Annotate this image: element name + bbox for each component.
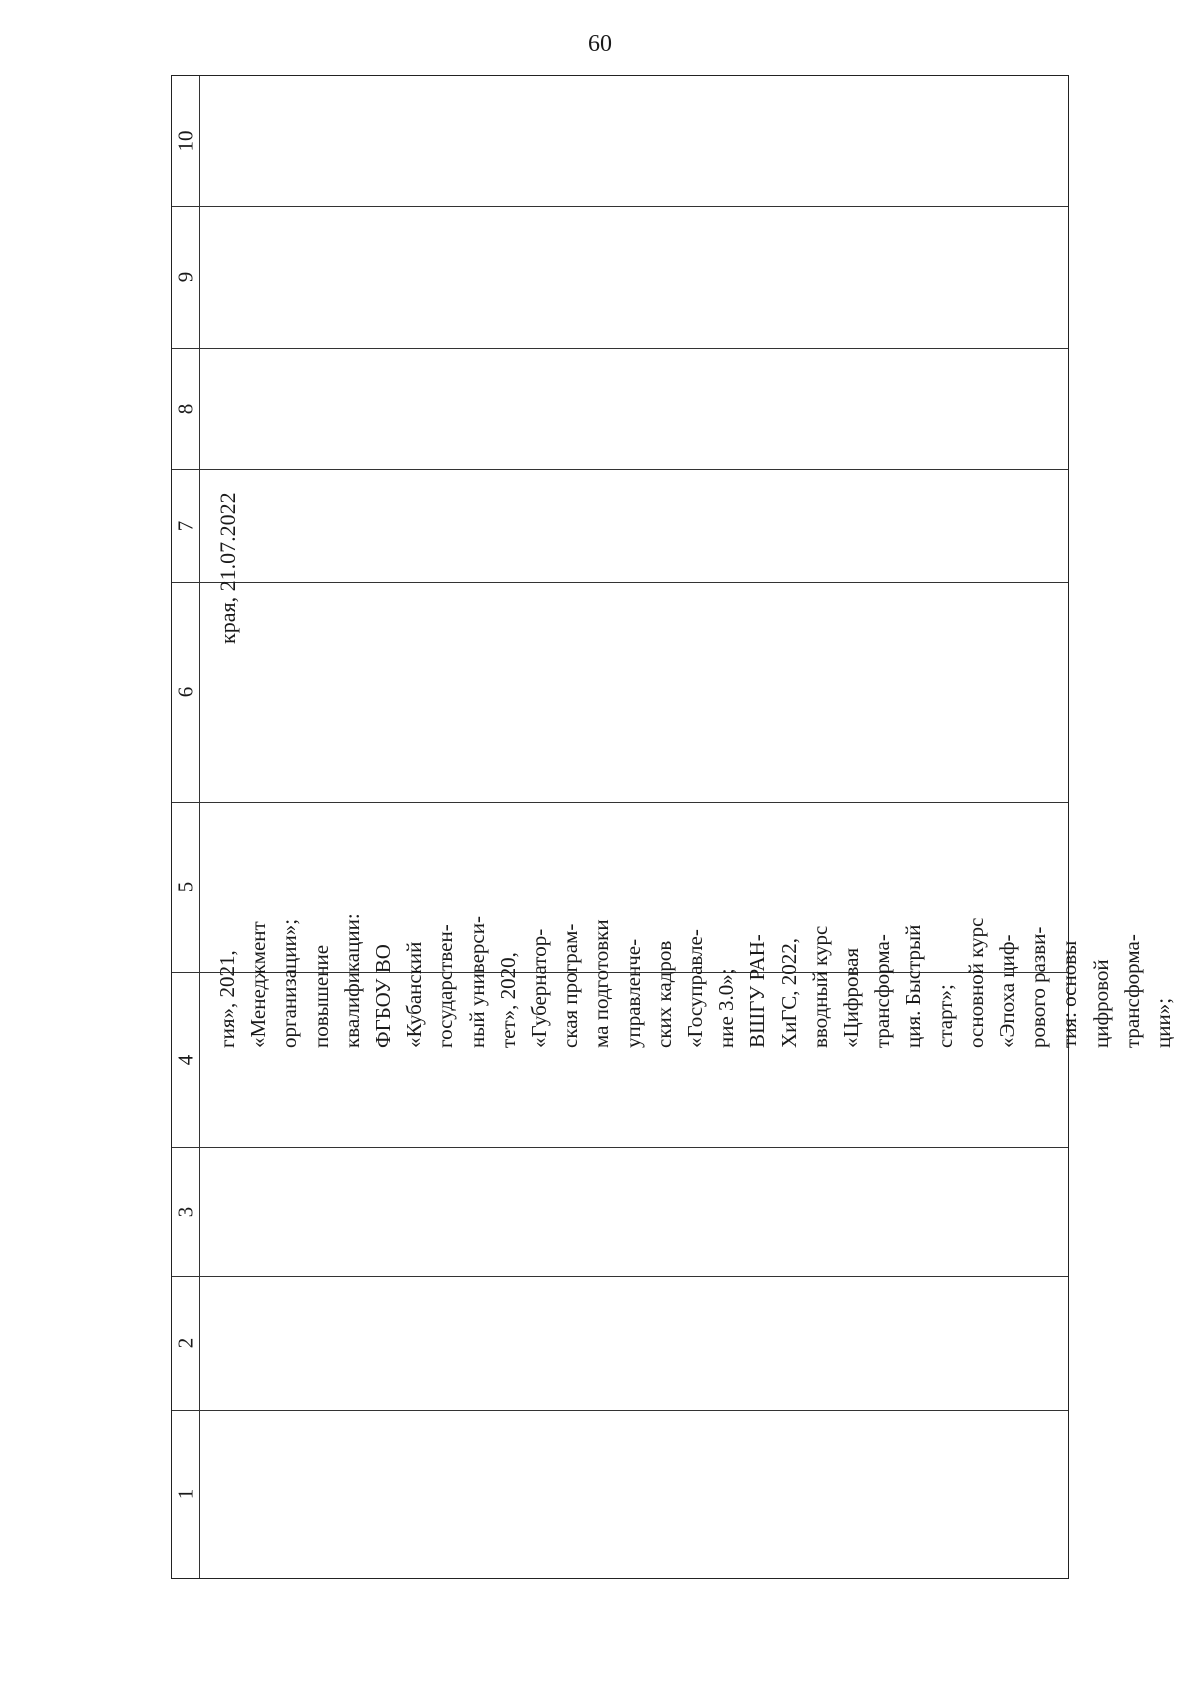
column-number-2: 2 [173, 1337, 198, 1349]
column5-line: «Менеджмент [246, 921, 271, 1048]
column5-line: «Госуправле- [683, 929, 708, 1048]
column-divider [172, 206, 1068, 207]
column-number-4: 4 [173, 1054, 198, 1065]
column5-line: «Кубанский [402, 941, 427, 1048]
column5-line: ция. Быстрый [901, 924, 926, 1048]
column-number-9: 9 [173, 271, 198, 283]
column5-line: государствен- [433, 924, 458, 1048]
column5-line: трансформа- [870, 934, 895, 1048]
column5-line: ФГБОУ ВО [371, 944, 396, 1048]
column5-line: цифровой [1088, 959, 1113, 1048]
column-divider [172, 348, 1068, 349]
column5-line: тия: основы [1057, 940, 1082, 1048]
column5-line: «Цифровая [839, 947, 864, 1048]
column-number-1: 1 [173, 1488, 198, 1500]
column5-line: рового разви- [1026, 926, 1051, 1048]
page-number: 60 [588, 31, 612, 57]
column5-line: квалификации: [339, 913, 364, 1048]
column5-line: ние 3.0»; [714, 968, 739, 1048]
column5-line: ская програм- [558, 923, 583, 1048]
column-divider [172, 1410, 1068, 1411]
column-number-7: 7 [173, 520, 198, 531]
column-number-6: 6 [173, 686, 198, 698]
column5-line: тет», 2020, [495, 952, 520, 1048]
column5-line: ВШГУ РАН- [745, 934, 770, 1048]
column-number-5: 5 [173, 881, 198, 893]
column5-line: управленче- [620, 938, 645, 1048]
column5-line: ских кадров [651, 940, 676, 1048]
column5-line: гия», 2021, [215, 950, 239, 1048]
column5-line: «Эпоха циф- [995, 934, 1020, 1048]
column-divider [172, 1147, 1068, 1148]
column6-cell [212, 442, 1072, 688]
column5-line: ции»; [1151, 997, 1176, 1048]
column-number-3: 3 [173, 1206, 198, 1217]
column5-line: старт»; [932, 984, 957, 1048]
column5-line: вводный курс [807, 925, 832, 1048]
column5-line: «Губернатор- [527, 928, 552, 1048]
column5-cell [212, 873, 1176, 1050]
column5-line: основной курс [963, 917, 988, 1048]
column-divider [172, 1276, 1068, 1277]
column6-text: края, 21.07.2022 [215, 492, 240, 644]
column5-line: ХиГС, 2022, [776, 937, 801, 1048]
column-number-8: 8 [173, 403, 198, 414]
rotated-table [171, 75, 1176, 1579]
column5-line: ный универси- [464, 916, 489, 1048]
column-number-10: 10 [173, 130, 198, 152]
column5-line: трансформа- [1119, 934, 1144, 1048]
column5-line: ма подготовки [589, 919, 614, 1048]
column5-line: повышение [308, 944, 333, 1048]
column-divider [172, 802, 1068, 803]
column-number-divider [199, 76, 200, 1578]
column5-line: организации»; [277, 918, 302, 1048]
